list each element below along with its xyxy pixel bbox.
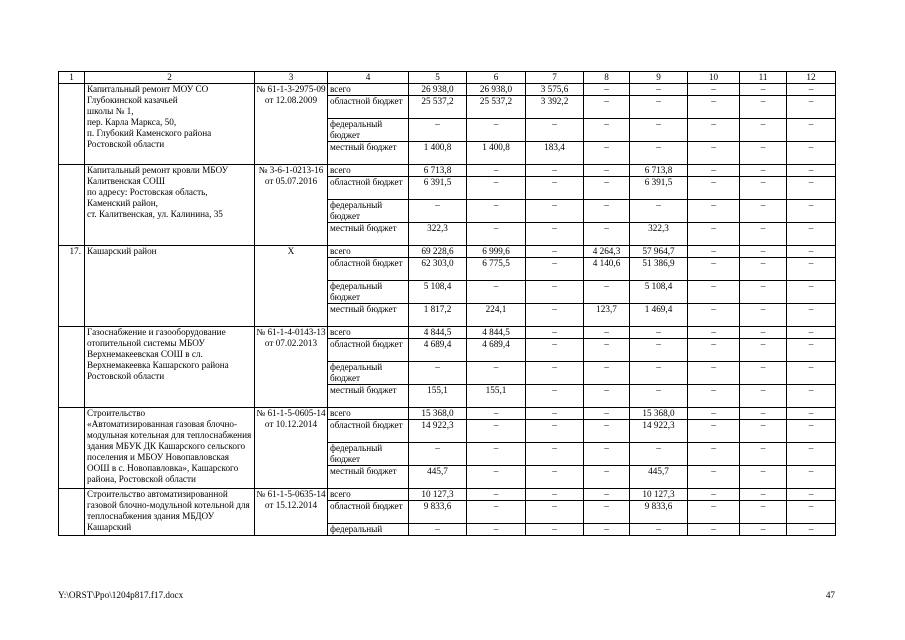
amount-cell: 57 964,7 <box>630 246 688 258</box>
amount-cell: – <box>584 385 630 408</box>
amount-cell: – <box>526 443 584 466</box>
amount-cell: – <box>787 84 836 96</box>
amount-cell: – <box>740 177 787 200</box>
amount-cell: – <box>584 489 630 501</box>
amount-cell: – <box>467 408 526 420</box>
amount-cell: – <box>584 200 630 223</box>
object-name-cell: Кашарский район <box>85 246 255 327</box>
amount-cell: 1 469,4 <box>630 304 688 327</box>
amount-cell: – <box>688 339 740 362</box>
funding-source-cell: федеральный <box>328 524 409 536</box>
amount-cell: 15 368,0 <box>630 408 688 420</box>
amount-cell: – <box>584 362 630 385</box>
header-cell: 7 <box>526 72 584 84</box>
amount-cell: – <box>584 501 630 524</box>
amount-cell: – <box>526 200 584 223</box>
amount-cell: – <box>409 200 467 223</box>
amount-cell: – <box>740 96 787 119</box>
header-cell: 6 <box>467 72 526 84</box>
funding-source-cell: всего <box>328 246 409 258</box>
amount-cell: – <box>526 246 584 258</box>
amount-cell: – <box>740 524 787 536</box>
amount-cell: – <box>688 119 740 142</box>
amount-cell: – <box>688 177 740 200</box>
amount-cell: 25 537,2 <box>467 96 526 119</box>
amount-cell: – <box>787 200 836 223</box>
amount-cell: – <box>584 524 630 536</box>
amount-cell: – <box>630 362 688 385</box>
amount-cell: – <box>740 362 787 385</box>
amount-cell: – <box>584 84 630 96</box>
amount-cell: – <box>630 524 688 536</box>
table-row <box>59 246 836 258</box>
amount-cell: 6 391,5 <box>630 177 688 200</box>
funding-source-cell: областной бюджет <box>328 339 409 362</box>
amount-cell: – <box>688 84 740 96</box>
amount-cell: – <box>467 177 526 200</box>
amount-cell: – <box>688 165 740 177</box>
amount-cell: 6 713,8 <box>409 165 467 177</box>
amount-cell: – <box>409 362 467 385</box>
amount-cell: – <box>688 362 740 385</box>
document-ref-cell: № 3-6-1-0213-16 от 05.07.2016 <box>255 165 328 246</box>
amount-cell: 1 400,8 <box>467 142 526 165</box>
funding-source-cell: местный бюджет <box>328 142 409 165</box>
header-cell: 5 <box>409 72 467 84</box>
header-cell: 1 <box>59 72 85 84</box>
amount-cell: 9 833,6 <box>409 501 467 524</box>
header-cell: 2 <box>85 72 255 84</box>
amount-cell: – <box>467 165 526 177</box>
amount-cell: 224,1 <box>467 304 526 327</box>
amount-cell: – <box>740 281 787 304</box>
amount-cell: – <box>787 362 836 385</box>
amount-cell: – <box>467 223 526 246</box>
amount-cell: – <box>630 327 688 339</box>
amount-cell: – <box>526 258 584 281</box>
row-number-cell <box>59 327 85 408</box>
amount-cell: – <box>787 246 836 258</box>
document-ref-cell: № 61-1-3-2975-09 от 12.08.2009 <box>255 84 328 165</box>
object-name-cell: Строительство «Автоматизированная газовая блочно-модульная котельная для теплоснабжения здания МБУК ДК Кашарского сельского поселения и МБОУ Новопавловская ООШ в с. Новопавловка», Кашарского района, Ростовской области <box>85 408 255 489</box>
amount-cell: – <box>526 466 584 489</box>
funding-source-cell: областной бюджет <box>328 258 409 281</box>
amount-cell: – <box>526 327 584 339</box>
amount-cell: – <box>584 142 630 165</box>
amount-cell: – <box>688 304 740 327</box>
amount-cell: – <box>584 466 630 489</box>
funding-source-cell: местный бюджет <box>328 385 409 408</box>
amount-cell: 1 400,8 <box>409 142 467 165</box>
amount-cell: – <box>688 223 740 246</box>
amount-cell: – <box>467 443 526 466</box>
amount-cell: – <box>787 443 836 466</box>
amount-cell: – <box>787 223 836 246</box>
amount-cell: 6 713,8 <box>630 165 688 177</box>
amount-cell: 4 140,6 <box>584 258 630 281</box>
amount-cell: 5 108,4 <box>409 281 467 304</box>
amount-cell: – <box>787 177 836 200</box>
amount-cell: – <box>584 327 630 339</box>
amount-cell: – <box>630 443 688 466</box>
row-number-cell <box>59 84 85 165</box>
row-number-cell: 17. <box>59 246 85 327</box>
row-number-cell <box>59 489 85 536</box>
amount-cell: – <box>630 119 688 142</box>
amount-cell: – <box>526 223 584 246</box>
header-cell: 4 <box>328 72 409 84</box>
amount-cell: – <box>740 385 787 408</box>
document-ref-cell: Х <box>255 246 328 327</box>
amount-cell: – <box>740 119 787 142</box>
amount-cell: – <box>630 84 688 96</box>
table-body <box>59 72 836 536</box>
amount-cell: – <box>584 420 630 443</box>
amount-cell: – <box>740 142 787 165</box>
amount-cell: – <box>584 119 630 142</box>
amount-cell: 51 386,9 <box>630 258 688 281</box>
funding-source-cell: всего <box>328 489 409 501</box>
amount-cell: – <box>688 281 740 304</box>
footer-file-path: Y:\ORST\Ppo\1204p817.f17.docx <box>58 590 184 600</box>
amount-cell: – <box>467 119 526 142</box>
amount-cell: – <box>740 466 787 489</box>
amount-cell: 14 922,3 <box>409 420 467 443</box>
amount-cell: 155,1 <box>467 385 526 408</box>
amount-cell: – <box>526 524 584 536</box>
header-cell: 9 <box>630 72 688 84</box>
amount-cell: 322,3 <box>630 223 688 246</box>
amount-cell: 69 228,6 <box>409 246 467 258</box>
amount-cell: – <box>787 339 836 362</box>
table-row <box>59 408 836 420</box>
amount-cell: – <box>467 362 526 385</box>
amount-cell: – <box>630 96 688 119</box>
amount-cell: – <box>787 489 836 501</box>
funding-source-cell: федеральный бюджет <box>328 443 409 466</box>
amount-cell: – <box>526 420 584 443</box>
amount-cell: – <box>740 223 787 246</box>
amount-cell: – <box>787 327 836 339</box>
amount-cell: – <box>688 385 740 408</box>
amount-cell: – <box>526 408 584 420</box>
funding-source-cell: федеральный бюджет <box>328 200 409 223</box>
amount-cell: – <box>688 142 740 165</box>
amount-cell: – <box>584 177 630 200</box>
amount-cell: – <box>526 119 584 142</box>
header-cell: 11 <box>740 72 787 84</box>
amount-cell: – <box>584 443 630 466</box>
amount-cell: – <box>688 327 740 339</box>
amount-cell: 15 368,0 <box>409 408 467 420</box>
header-cell: 3 <box>255 72 328 84</box>
amount-cell: 155,1 <box>409 385 467 408</box>
amount-cell: – <box>740 443 787 466</box>
header-cell: 12 <box>787 72 836 84</box>
amount-cell: 26 938,0 <box>467 84 526 96</box>
amount-cell: – <box>740 339 787 362</box>
amount-cell: – <box>584 96 630 119</box>
header-row <box>59 72 836 84</box>
amount-cell: 6 775,5 <box>467 258 526 281</box>
amount-cell: 183,4 <box>526 142 584 165</box>
amount-cell: – <box>688 420 740 443</box>
table-row <box>59 327 836 339</box>
amount-cell: – <box>688 258 740 281</box>
amount-cell: – <box>787 408 836 420</box>
amount-cell: – <box>740 84 787 96</box>
amount-cell: 1 817,2 <box>409 304 467 327</box>
amount-cell: – <box>688 96 740 119</box>
amount-cell: – <box>630 142 688 165</box>
object-name-cell: Газоснабжение и газооборудование отопительной системы МБОУ Верхнемакеевская СОШ в сл. Верхнемакеевка Кашарского района Ростовской области <box>85 327 255 408</box>
amount-cell: – <box>526 339 584 362</box>
amount-cell: – <box>787 466 836 489</box>
amount-cell: – <box>584 339 630 362</box>
header-cell: 8 <box>584 72 630 84</box>
amount-cell: – <box>467 281 526 304</box>
amount-cell: – <box>409 524 467 536</box>
amount-cell: – <box>526 281 584 304</box>
amount-cell: – <box>787 420 836 443</box>
amount-cell: – <box>409 119 467 142</box>
amount-cell: – <box>740 420 787 443</box>
amount-cell: – <box>740 165 787 177</box>
amount-cell: 4 689,4 <box>467 339 526 362</box>
funding-source-cell: местный бюджет <box>328 466 409 489</box>
amount-cell: – <box>526 362 584 385</box>
amount-cell: – <box>630 200 688 223</box>
amount-cell: – <box>584 281 630 304</box>
amount-cell: – <box>526 304 584 327</box>
budget-table <box>58 71 836 536</box>
funding-source-cell: местный бюджет <box>328 304 409 327</box>
amount-cell: – <box>787 501 836 524</box>
object-name-cell: Капитальный ремонт МОУ СО Глубокинской казачьей школы № 1, пер. Карла Маркса, 50, п. Глубокий Каменского района Ростовской области <box>85 84 255 165</box>
funding-source-cell: областной бюджет <box>328 501 409 524</box>
amount-cell: 62 303,0 <box>409 258 467 281</box>
amount-cell: – <box>467 489 526 501</box>
amount-cell: – <box>740 408 787 420</box>
amount-cell: – <box>584 223 630 246</box>
funding-source-cell: областной бюджет <box>328 96 409 119</box>
amount-cell: 9 833,6 <box>630 501 688 524</box>
amount-cell: – <box>584 408 630 420</box>
amount-cell: – <box>740 489 787 501</box>
amount-cell: – <box>688 443 740 466</box>
amount-cell: – <box>688 408 740 420</box>
document-ref-cell: № 61-1-5-0635-14 от 15.12.2014 <box>255 489 328 536</box>
amount-cell: 5 108,4 <box>630 281 688 304</box>
funding-source-cell: всего <box>328 84 409 96</box>
amount-cell: – <box>630 385 688 408</box>
amount-cell: – <box>467 501 526 524</box>
funding-source-cell: федеральный бюджет <box>328 119 409 142</box>
funding-source-cell: областной бюджет <box>328 420 409 443</box>
amount-cell: – <box>740 501 787 524</box>
table-row <box>59 489 836 501</box>
amount-cell: – <box>688 246 740 258</box>
document-ref-cell: № 61-1-4-0143-13 от 07.02.2013 <box>255 327 328 408</box>
amount-cell: 3 575,6 <box>526 84 584 96</box>
amount-cell: – <box>740 304 787 327</box>
amount-cell: 14 922,3 <box>630 420 688 443</box>
amount-cell: 6 999,6 <box>467 246 526 258</box>
amount-cell: 10 127,3 <box>630 489 688 501</box>
amount-cell: 26 938,0 <box>409 84 467 96</box>
amount-cell: – <box>740 327 787 339</box>
amount-cell: – <box>787 524 836 536</box>
amount-cell: – <box>688 524 740 536</box>
funding-source-cell: федеральный бюджет <box>328 281 409 304</box>
amount-cell: – <box>467 524 526 536</box>
amount-cell: – <box>526 489 584 501</box>
object-name-cell: Капитальный ремонт кровли МБОУ Калитвенская СОШ по адресу: Ростовская область, Каменский район, ст. Калитвенская, ул. Калинина, 35 <box>85 165 255 246</box>
amount-cell: 10 127,3 <box>409 489 467 501</box>
amount-cell: – <box>787 258 836 281</box>
amount-cell: – <box>630 339 688 362</box>
amount-cell: – <box>467 420 526 443</box>
page-number: 47 <box>825 590 835 600</box>
amount-cell: – <box>688 200 740 223</box>
document-ref-cell: № 61-1-5-0605-14 от 10.12.2014 <box>255 408 328 489</box>
funding-source-cell: всего <box>328 165 409 177</box>
amount-cell: – <box>787 142 836 165</box>
amount-cell: – <box>526 501 584 524</box>
amount-cell: – <box>787 281 836 304</box>
amount-cell: – <box>526 385 584 408</box>
amount-cell: – <box>787 96 836 119</box>
amount-cell: 4 689,4 <box>409 339 467 362</box>
amount-cell: 445,7 <box>409 466 467 489</box>
amount-cell: – <box>787 385 836 408</box>
amount-cell: – <box>584 165 630 177</box>
amount-cell: – <box>688 501 740 524</box>
amount-cell: – <box>787 304 836 327</box>
funding-source-cell: федеральный бюджет <box>328 362 409 385</box>
amount-cell: – <box>467 200 526 223</box>
amount-cell: – <box>467 466 526 489</box>
amount-cell: – <box>526 165 584 177</box>
amount-cell: – <box>409 443 467 466</box>
amount-cell: 445,7 <box>630 466 688 489</box>
amount-cell: 4 844,5 <box>467 327 526 339</box>
amount-cell: 4 264,3 <box>584 246 630 258</box>
amount-cell: 123,7 <box>584 304 630 327</box>
amount-cell: 25 537,2 <box>409 96 467 119</box>
header-cell: 10 <box>688 72 740 84</box>
object-name-cell: Строительство автоматизированной газовой блочно-модульной котельной для теплоснабжения здания МБДОУ Кашарский <box>85 489 255 536</box>
amount-cell: 6 391,5 <box>409 177 467 200</box>
amount-cell: – <box>688 466 740 489</box>
amount-cell: 4 844,5 <box>409 327 467 339</box>
funding-source-cell: областной бюджет <box>328 177 409 200</box>
amount-cell: 322,3 <box>409 223 467 246</box>
funding-source-cell: всего <box>328 408 409 420</box>
row-number-cell <box>59 165 85 246</box>
amount-cell: – <box>526 177 584 200</box>
table-row <box>59 84 836 96</box>
amount-cell: – <box>740 200 787 223</box>
amount-cell: – <box>740 246 787 258</box>
amount-cell: – <box>787 165 836 177</box>
funding-source-cell: местный бюджет <box>328 223 409 246</box>
amount-cell: 3 392,2 <box>526 96 584 119</box>
amount-cell: – <box>740 258 787 281</box>
amount-cell: – <box>688 489 740 501</box>
table-row <box>59 165 836 177</box>
amount-cell: – <box>787 119 836 142</box>
row-number-cell <box>59 408 85 489</box>
funding-source-cell: всего <box>328 327 409 339</box>
